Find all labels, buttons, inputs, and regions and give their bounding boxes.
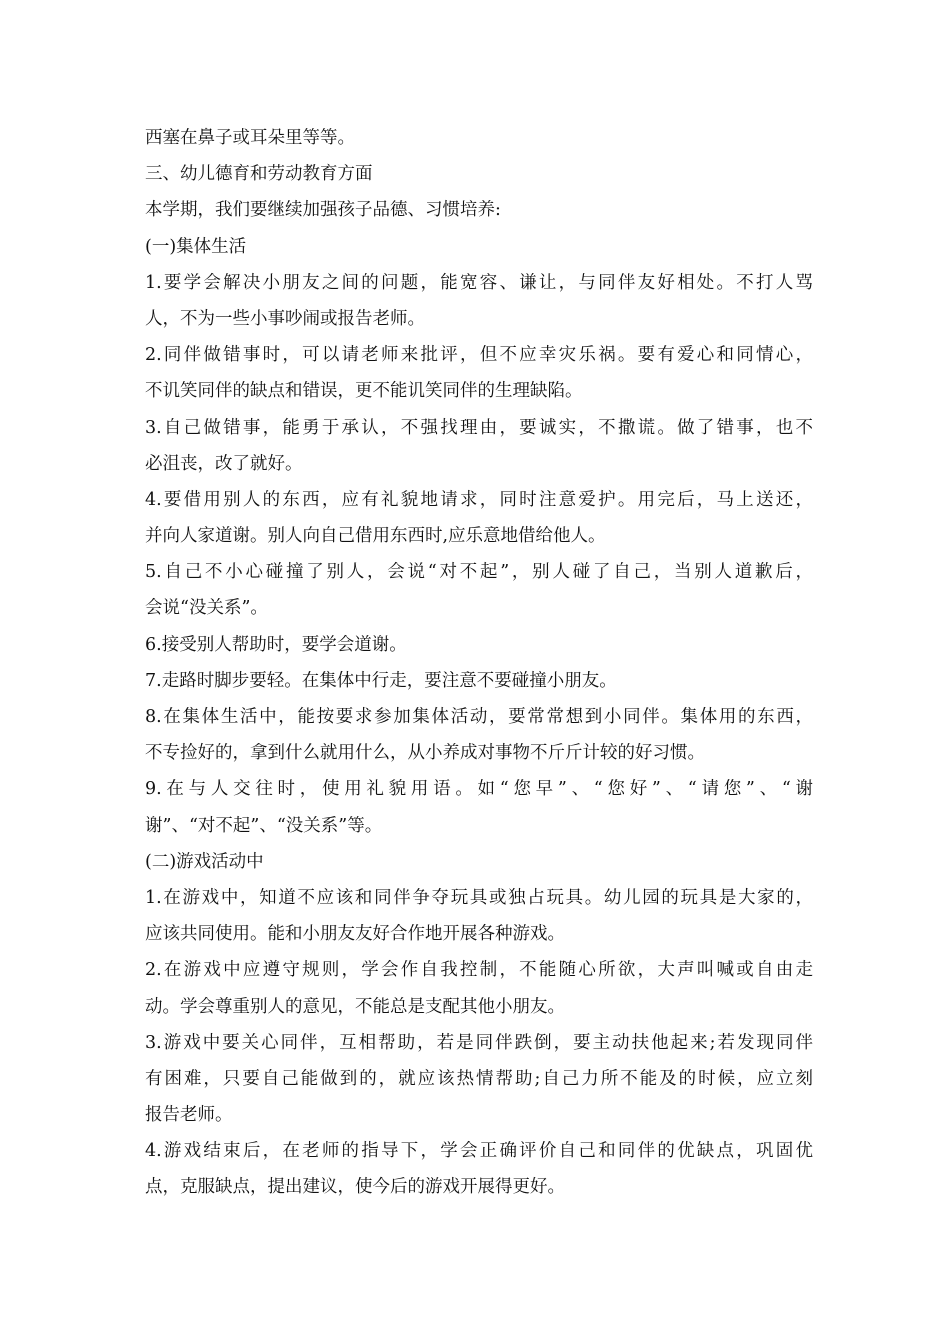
text-line: 3.游戏中要关心同伴，互相帮助，若是同伴跌倒，要主动扶他起来;若发现同伴 (145, 1032, 813, 1053)
text-line: 6.接受别人帮助时，要学会道谢。 (145, 634, 407, 655)
text-line: 西塞在鼻子或耳朵里等等。 (145, 128, 355, 148)
text-line: 7.走路时脚步要轻。在集体中行走，要注意不要碰撞小朋友。 (145, 670, 617, 691)
text-line: 2.同伴做错事时，可以请老师来批评，但不应幸灾乐祸。要有爱心和同情心， (145, 345, 813, 366)
text-line: 人，不为一些小事吵闹或报告老师。 (145, 308, 425, 329)
subsection-heading: (一)集体生活 (145, 236, 247, 257)
text-line: 5.自己不小心碰撞了别人，会说“对不起”，别人碰了自己，当别人道歉后， (145, 562, 813, 583)
text-line: 必沮丧，改了就好。 (145, 453, 303, 474)
text-line: 谢”、“对不起”、“没关系”等。 (145, 815, 383, 836)
text-line: 不讥笑同伴的缺点和错误，更不能讥笑同伴的生理缺陷。 (145, 381, 583, 402)
text-line: 并向人家道谢。别人向自己借用东西时,应乐意地借给他人。 (145, 526, 606, 547)
text-line: 2.在游戏中应遵守规则，学会作自我控制，不能随心所欲，大声叫喊或自由走 (145, 960, 813, 981)
text-line: 报告老师。 (145, 1105, 233, 1126)
text-line: 动。学会尊重别人的意见，不能总是支配其他小朋友。 (145, 996, 565, 1017)
text-line: 点，克服缺点，提出建议，使今后的游戏开展得更好。 (145, 1177, 565, 1198)
text-line: 应该共同使用。能和小朋友友好合作地开展各种游戏。 (145, 924, 565, 945)
text-line: 4.要借用别人的东西，应有礼貌地请求，同时注意爱护。用完后，马上送还， (145, 489, 813, 510)
text-line: 会说“没关系”。 (145, 598, 268, 619)
text-line: 4.游戏结束后，在老师的指导下，学会正确评价自己和同伴的优缺点，巩固优 (145, 1141, 813, 1162)
text-line: 9.在与人交往时，使用礼貌用语。如“您早”、“您好”、“请您”、“谢 (145, 779, 813, 800)
document-body (145, 120, 813, 1206)
text-line: 不专捡好的，拿到什么就用什么，从小养成对事物不斤斤计较的好习惯。 (145, 743, 705, 764)
text-line: 1.在游戏中，知道不应该和同伴争夺玩具或独占玩具。幼儿园的玩具是大家的， (145, 887, 813, 908)
text-line: 8.在集体生活中，能按要求参加集体活动，要常常想到小同伴。集体用的东西， (145, 707, 813, 727)
text-line: 本学期，我们要继续加强孩子品德、习惯培养: (145, 200, 501, 221)
text-line: 3.自己做错事，能勇于承认，不强找理由，要诚实，不撒谎。做了错事，也不 (145, 417, 813, 438)
text-line: 1.要学会解决小朋友之间的问题，能宽容、谦让，与同伴友好相处。不打人骂 (145, 272, 813, 293)
text-line: 有困难，只要自己能做到的，就应该热情帮助;自己力所不能及的时候，应立刻 (145, 1068, 813, 1089)
subsection-heading: (二)游戏活动中 (145, 851, 264, 872)
section-heading: 三、幼儿德育和劳动教育方面 (145, 164, 373, 185)
